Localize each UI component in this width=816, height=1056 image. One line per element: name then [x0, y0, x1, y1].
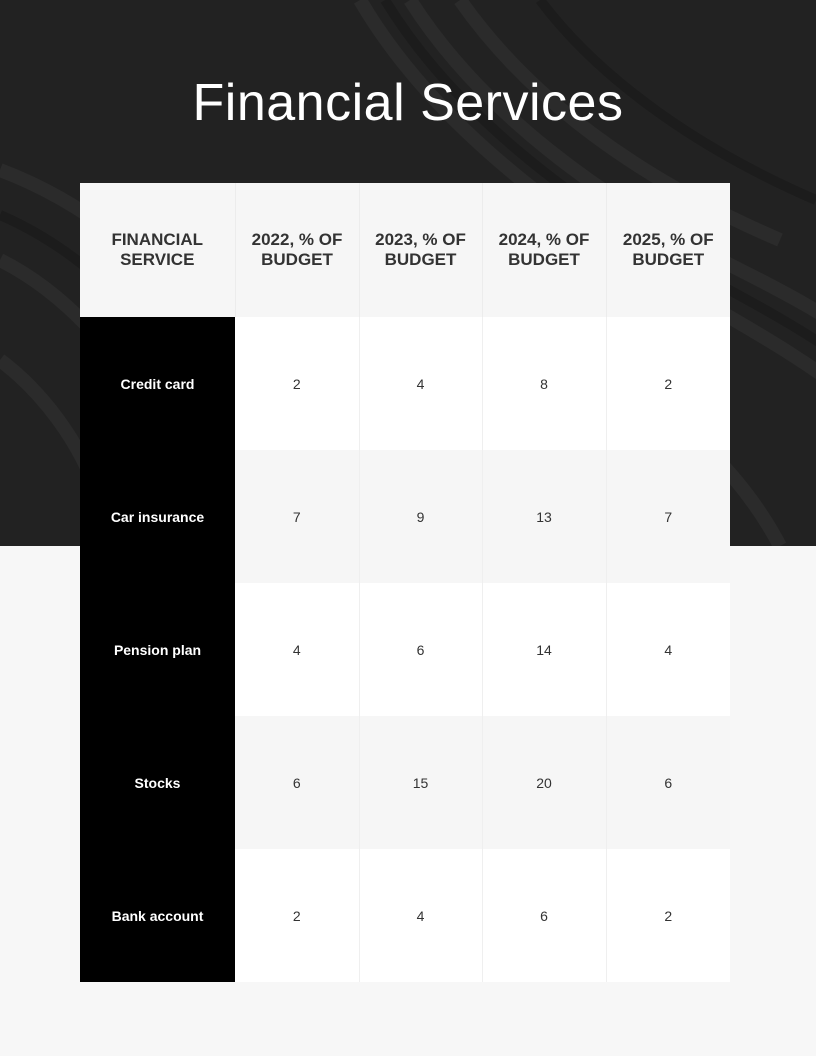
row-label: Bank account: [80, 849, 235, 982]
table-row: [80, 583, 730, 716]
table-cell: 4: [235, 583, 359, 716]
table-header-row: [80, 183, 730, 317]
table-cell: 4: [359, 317, 482, 450]
table-cell: 2: [235, 849, 359, 982]
table-cell: 2: [606, 849, 730, 982]
table-cell: 6: [359, 583, 482, 716]
row-label: Pension plan: [80, 583, 235, 716]
table-cell: 9: [359, 450, 482, 583]
column-header: 2025, % OF BUDGET: [606, 183, 730, 317]
row-label: Stocks: [80, 716, 235, 849]
table-row: [80, 716, 730, 849]
table-row: [80, 849, 730, 982]
table-cell: 20: [482, 716, 606, 849]
row-label: Credit card: [80, 317, 235, 450]
table-cell: 6: [606, 716, 730, 849]
column-header: FINANCIAL SERVICE: [80, 183, 235, 317]
table-cell: 2: [235, 317, 359, 450]
column-header: 2022, % OF BUDGET: [235, 183, 359, 317]
row-label: Car insurance: [80, 450, 235, 583]
table-row: [80, 317, 730, 450]
table-cell: 13: [482, 450, 606, 583]
table-cell: 4: [359, 849, 482, 982]
table-cell: 6: [235, 716, 359, 849]
table-cell: 2: [606, 317, 730, 450]
table-cell: 6: [482, 849, 606, 982]
table-cell: 14: [482, 583, 606, 716]
column-header: 2024, % OF BUDGET: [482, 183, 606, 317]
financial-services-table: [80, 183, 730, 982]
table-cell: 15: [359, 716, 482, 849]
page-title: Financial Services: [192, 74, 624, 132]
table-cell: 8: [482, 317, 606, 450]
table-row: [80, 450, 730, 583]
table-cell: 7: [606, 450, 730, 583]
table-cell: 4: [606, 583, 730, 716]
table-cell: 7: [235, 450, 359, 583]
column-header: 2023, % OF BUDGET: [359, 183, 482, 317]
